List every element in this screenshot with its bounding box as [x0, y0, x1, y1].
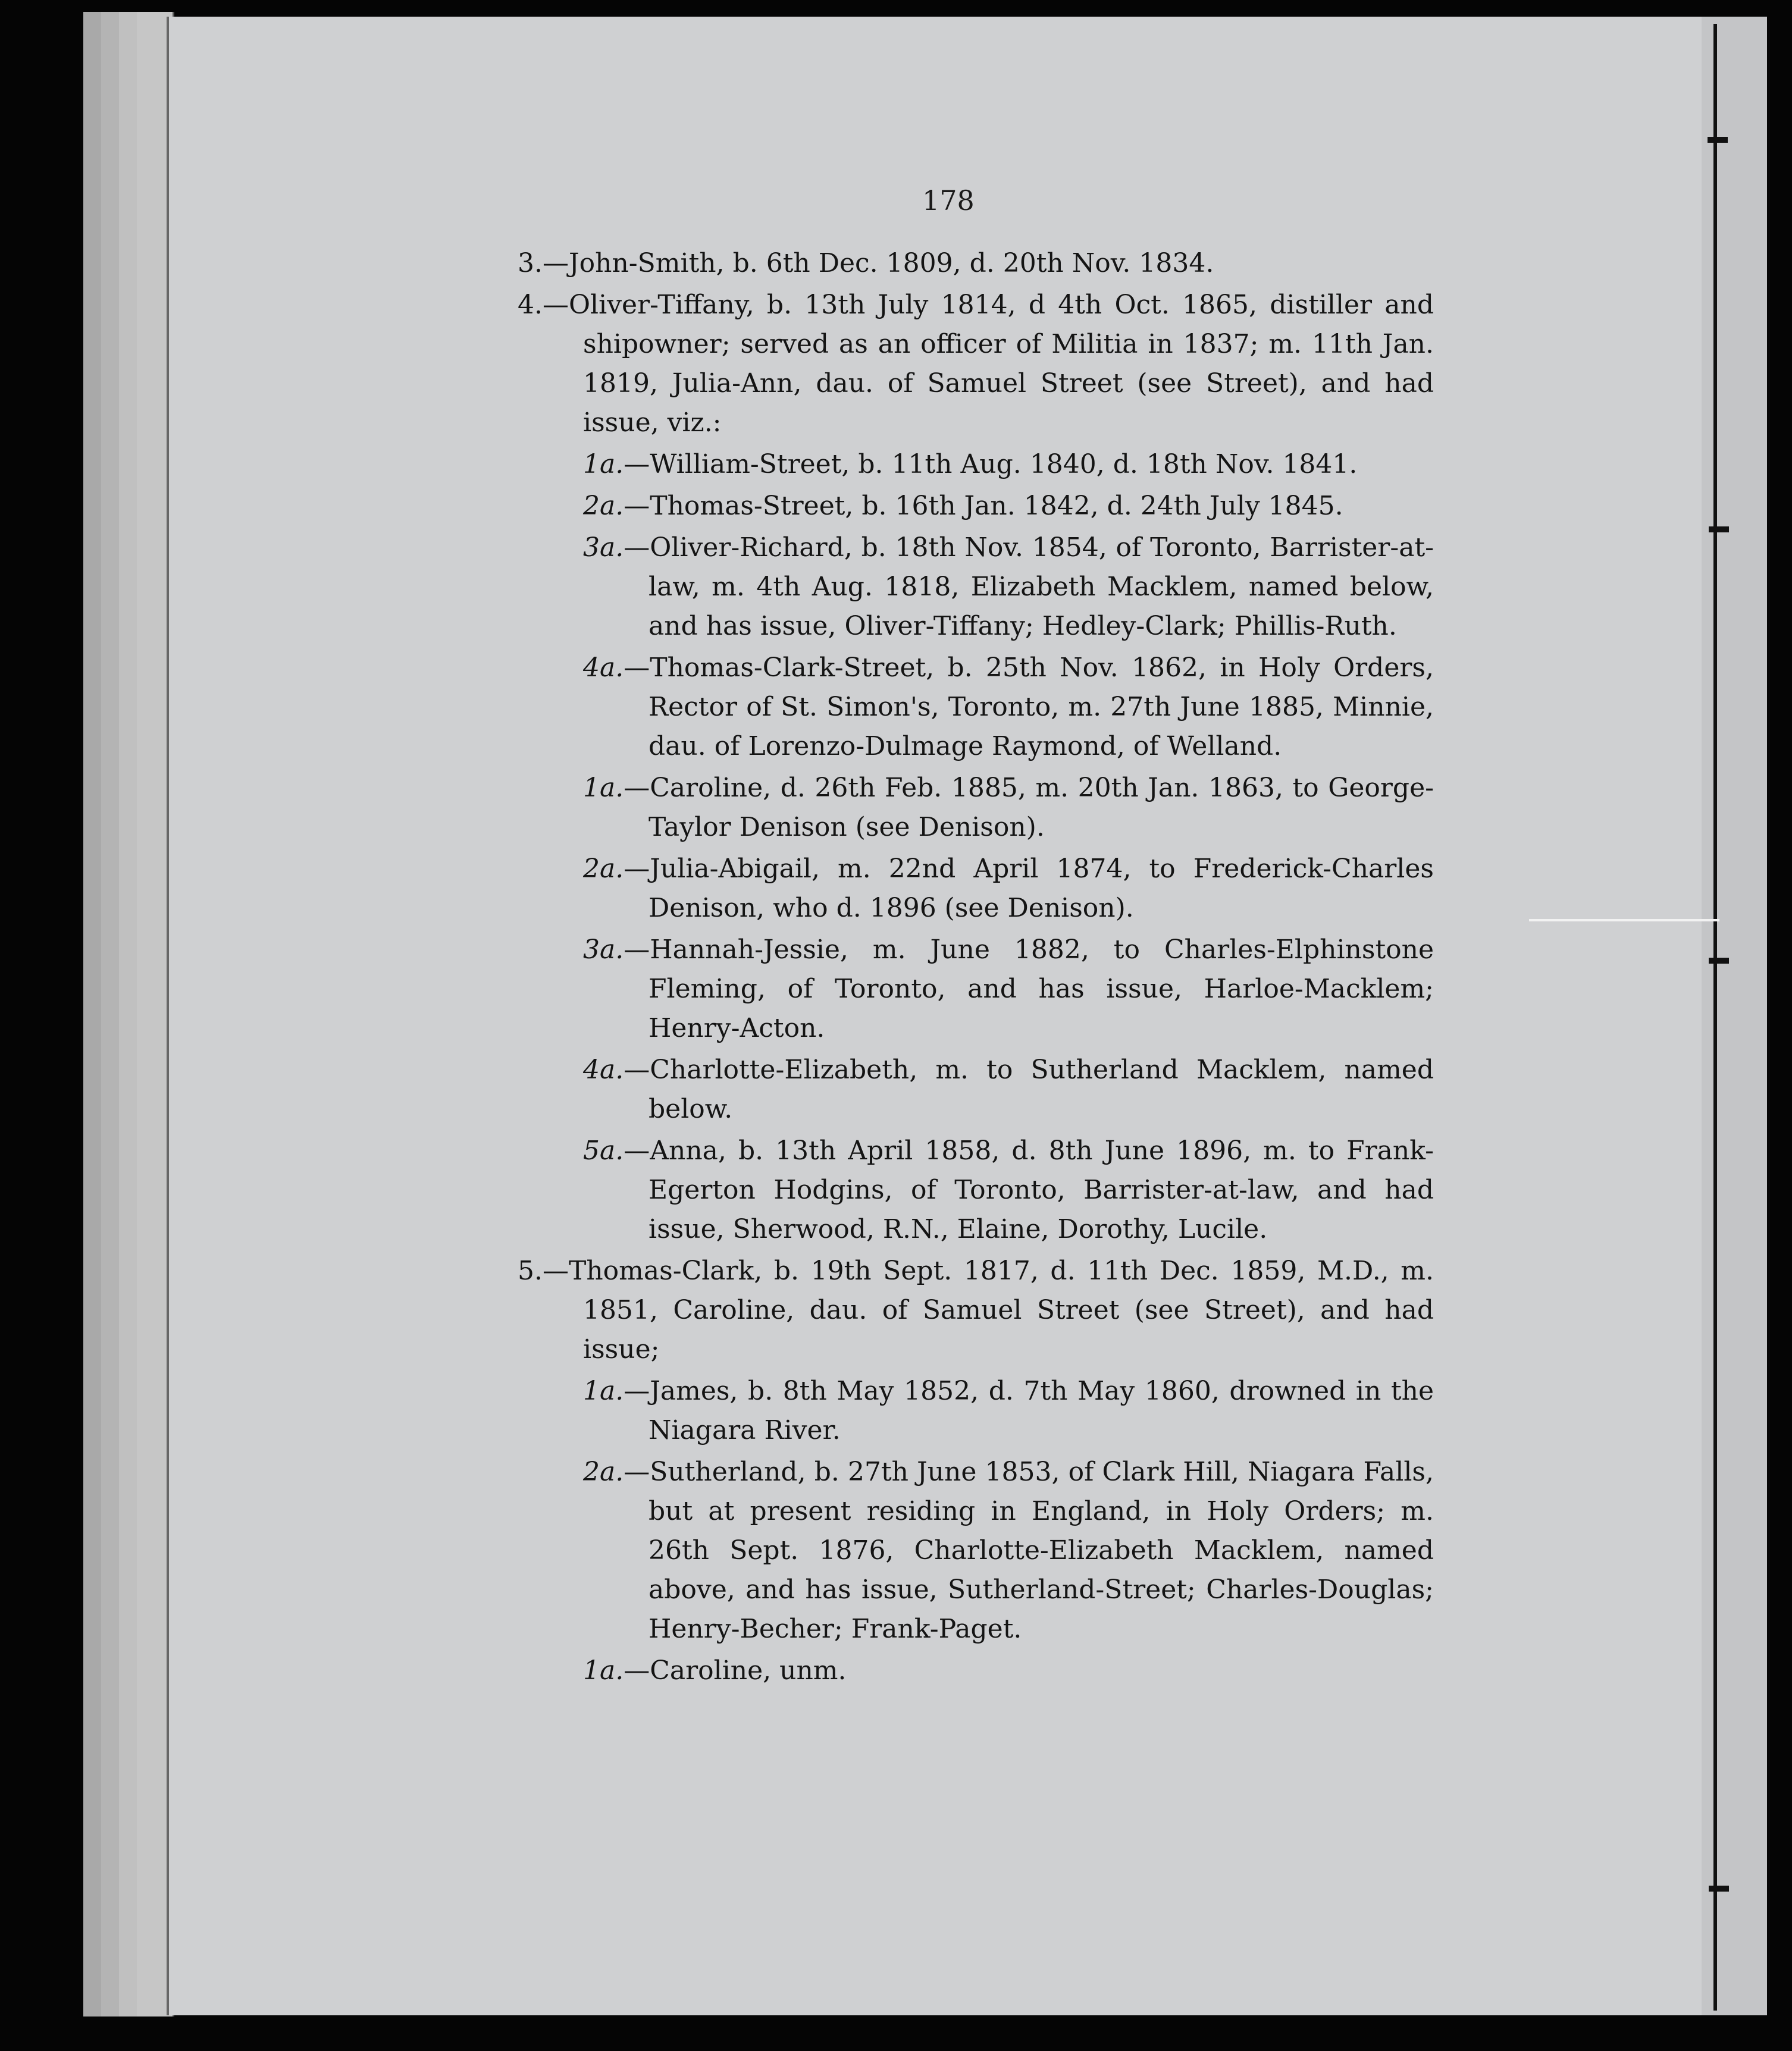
list-item: [518, 849, 1434, 928]
page-number: 178: [922, 184, 975, 217]
list-item: [518, 244, 1434, 283]
binding-mark: [1708, 137, 1728, 143]
entry-text: —John-Smith, b. 6th Dec. 1809, d. 20th Nov. 1834.: [542, 248, 1214, 278]
entry-number: 2a.: [583, 491, 624, 521]
list-item: [518, 1651, 1434, 1691]
entry-number: 3.: [518, 248, 543, 278]
entry-text: —Sutherland, b. 27th June 1853, of Clark Hill, Niagara Falls, but at present residing in England, in Holy Orders; m. 26th Sept. 1876, Charlotte-Elizabeth Macklem, named above, and has issue, Sutherland-Street; Charles-Douglas; Henry-Becher; Frank-Paget.: [624, 1457, 1434, 1644]
scan-artifact-line: [1529, 919, 1719, 921]
entry-number: 2a.: [583, 854, 624, 884]
entry-text: —Charlotte-Elizabeth, m. to Sutherland Macklem, named below.: [624, 1055, 1434, 1124]
entry-text: —Thomas-Clark, b. 19th Sept. 1817, d. 11th Dec. 1859, M.D., m. 1851, Caroline, dau. of Samuel Street (see Street), and had issue;: [542, 1256, 1434, 1365]
list-item: [518, 445, 1434, 484]
list-item: [518, 1372, 1434, 1450]
binding-mark: [1709, 526, 1729, 532]
entry-number: 2a.: [583, 1457, 624, 1487]
entry-text: —Caroline, d. 26th Feb. 1885, m. 20th Jan. 1863, to George-Taylor Denison (see Denison).: [624, 773, 1434, 842]
entry-number: 3a.: [583, 532, 624, 563]
list-item: [518, 487, 1434, 526]
binding-mark: [1709, 958, 1729, 964]
entry-number: 4a.: [583, 653, 624, 683]
list-item: [518, 1131, 1434, 1249]
entry-text: —William-Street, b. 11th Aug. 1840, d. 18th Nov. 1841.: [624, 449, 1358, 479]
entry-text: —Oliver-Richard, b. 18th Nov. 1854, of Toronto, Barrister-at-law, m. 4th Aug. 1818, Elizabeth Macklem, named below, and has issue, Oliver-Tiffany; Hedley-Clark; Phillis-Ruth.: [624, 532, 1434, 641]
entry-text: —Hannah-Jessie, m. June 1882, to Charles-Elphinstone Fleming, of Toronto, and has issue, Harloe-Macklem; Henry-Acton.: [624, 934, 1434, 1043]
entry-number: 1a.: [583, 449, 624, 479]
binding-mark: [1709, 1886, 1729, 1892]
entry-text: —Thomas-Clark-Street, b. 25th Nov. 1862, in Holy Orders, Rector of St. Simon's, Toronto, m. 27th June 1885, Minnie, dau. of Lorenzo-Dulmage Raymond, of Welland.: [624, 653, 1434, 761]
entry-text: —James, b. 8th May 1852, d. 7th May 1860, drowned in the Niagara River.: [624, 1376, 1434, 1445]
binding-gutter: [1702, 17, 1767, 2015]
entry-text: —Thomas-Street, b. 16th Jan. 1842, d. 24th July 1845.: [624, 491, 1343, 521]
list-item: [518, 528, 1434, 646]
binding-line: [1713, 24, 1717, 2011]
entry-text: —Oliver-Tiffany, b. 13th July 1814, d 4th Oct. 1865, distiller and shipowner; served as an officer of Militia in 1837; m. 11th Jan. 1819, Julia-Ann, dau. of Samuel Street (see Street), and had issue, viz.:: [542, 290, 1434, 438]
list-item: [518, 1252, 1434, 1369]
list-item: [518, 1453, 1434, 1649]
list-item: [518, 1050, 1434, 1129]
entry-number: 4.: [518, 290, 543, 320]
list-item: [518, 930, 1434, 1048]
list-item: [518, 286, 1434, 443]
entry-text: —Julia-Abigail, m. 22nd April 1874, to Frederick-Charles Denison, who d. 1896 (see Denison).: [624, 854, 1434, 923]
entry-text: —Anna, b. 13th April 1858, d. 8th June 1896, m. to Frank-Egerton Hodgins, of Toronto, Barrister-at-law, and had issue, Sherwood, R.N., Elaine, Dorothy, Lucile.: [624, 1136, 1434, 1244]
entry-number: 3a.: [583, 934, 624, 965]
entry-number: 5a.: [583, 1136, 624, 1166]
entry-number: 1a.: [583, 773, 624, 803]
entry-number: 1a.: [583, 1655, 624, 1686]
entry-number: 4a.: [583, 1055, 624, 1085]
entry-number: 1a.: [583, 1376, 624, 1406]
list-item: [518, 769, 1434, 847]
entry-number: 5.: [518, 1256, 543, 1286]
entry-list: [518, 244, 1434, 1693]
list-item: [518, 648, 1434, 766]
entry-text: —Caroline, unm.: [624, 1655, 847, 1686]
